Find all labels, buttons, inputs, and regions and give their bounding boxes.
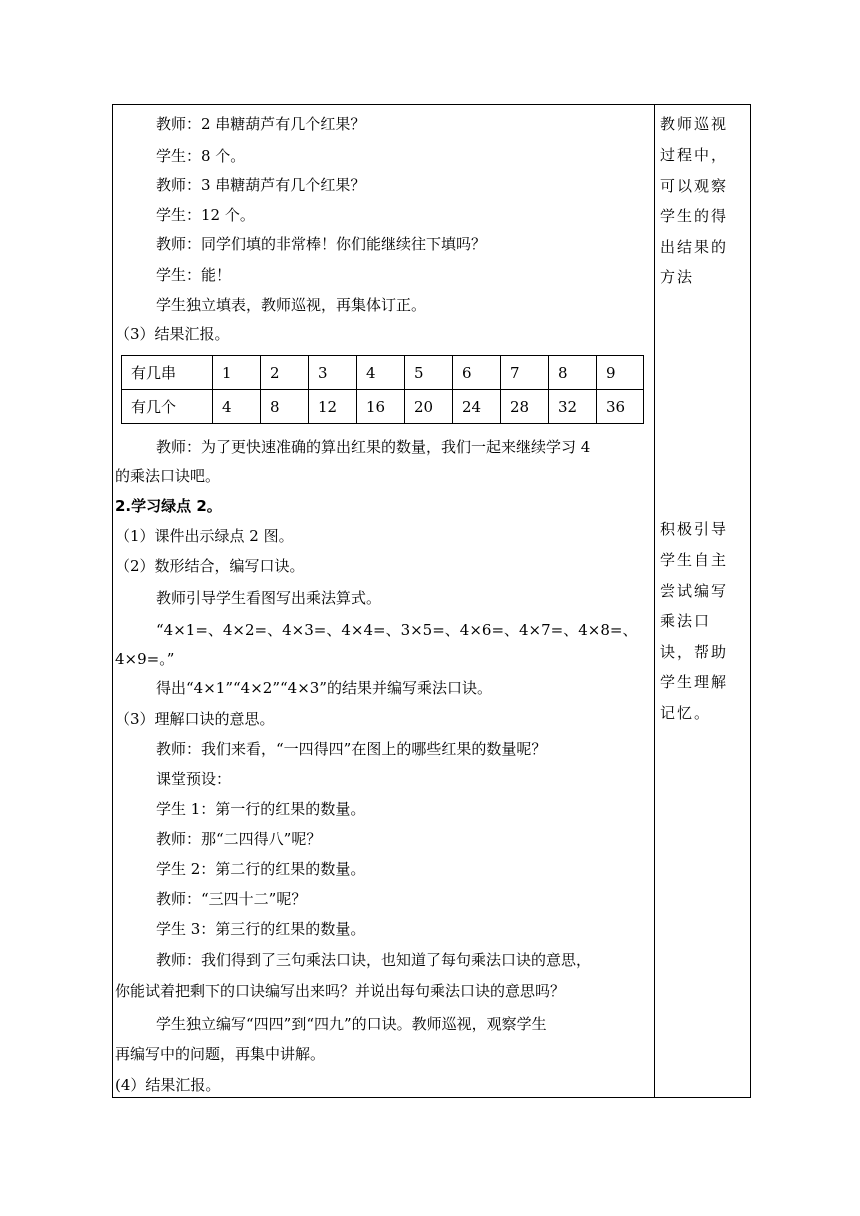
table-cell: 20 xyxy=(405,390,453,424)
table-cell: 4 xyxy=(357,356,405,390)
side-note-line: 学生理解 xyxy=(660,673,729,691)
dialogue-line: 课堂预设： xyxy=(156,770,232,788)
side-note-line: 过程中， xyxy=(660,146,729,164)
dialogue-line: 教师：3 串糖葫芦有几个红果？ xyxy=(156,176,366,194)
dialogue-line: 教师：为了更快速准确的算出红果的数量，我们一起来继续学习 4 xyxy=(156,438,591,456)
side-note-line: 可以观察 xyxy=(660,177,729,195)
table-row xyxy=(122,356,644,390)
table-cell: 2 xyxy=(261,356,309,390)
table-row-header: 有几串 xyxy=(122,356,213,390)
column-divider xyxy=(654,104,655,1098)
dialogue-line: 的乘法口诀吧。 xyxy=(115,467,221,485)
table-cell: 24 xyxy=(453,390,501,424)
table-cell: 3 xyxy=(309,356,357,390)
side-note-line: 教师巡视 xyxy=(660,115,729,133)
table-cell: 36 xyxy=(597,390,644,424)
table-cell: 8 xyxy=(261,390,309,424)
section-step: (4）结果汇报。 xyxy=(115,1076,221,1094)
table-cell: 7 xyxy=(501,356,549,390)
table-cell: 12 xyxy=(309,390,357,424)
section-step: （1）课件出示绿点 2 图。 xyxy=(115,527,294,545)
side-note-line: 学生自主 xyxy=(660,551,729,569)
table-cell: 8 xyxy=(549,356,597,390)
side-note-line: 方法 xyxy=(660,268,695,286)
side-note-line: 出结果的 xyxy=(660,238,729,256)
side-note-line: 积极引导 xyxy=(660,520,729,538)
dialogue-line: 教师：那“二四得八”呢？ xyxy=(156,830,322,848)
dialogue-line: 教师：我们来看，“一四得四”在图上的哪些红果的数量呢？ xyxy=(156,740,547,758)
section-step: （3）理解口诀的意思。 xyxy=(115,710,275,728)
dialogue-line: 教师：2 串糖葫芦有几个红果？ xyxy=(156,115,366,133)
dialogue-line: 学生：12 个。 xyxy=(156,206,255,224)
side-note-line: 诀，帮助 xyxy=(660,643,729,661)
table-row-header: 有几个 xyxy=(122,390,213,424)
dialogue-line: 教师：同学们填的非常棒！你们能继续往下填吗？ xyxy=(156,235,487,253)
formula-line: 4×9=。” xyxy=(115,650,175,668)
dialogue-line: 学生 1：第一行的红果的数量。 xyxy=(156,800,366,818)
dialogue-line: 得出“4×1”“4×2”“4×3”的结果并编写乘法口诀。 xyxy=(156,679,492,697)
dialogue-line: 教师：我们得到了三句乘法口诀，也知道了每句乘法口诀的意思， xyxy=(156,951,592,969)
section-step: （3）结果汇报。 xyxy=(115,325,230,343)
side-note-line: 学生的得 xyxy=(660,207,729,225)
table-cell: 9 xyxy=(597,356,644,390)
dialogue-line: 学生：能！ xyxy=(156,266,232,284)
dialogue-line: 再编写中的问题，再集中讲解。 xyxy=(115,1045,326,1063)
section-heading: 2.学习绿点 2。 xyxy=(115,497,222,515)
table-cell: 16 xyxy=(357,390,405,424)
dialogue-line: 学生 3：第三行的红果的数量。 xyxy=(156,920,366,938)
table-cell: 1 xyxy=(213,356,261,390)
side-note-line: 记忆。 xyxy=(660,704,712,722)
dialogue-line: 学生 2：第二行的红果的数量。 xyxy=(156,860,366,878)
dialogue-line: 学生独立填表，教师巡视，再集体订正。 xyxy=(156,296,427,314)
table-cell: 4 xyxy=(213,390,261,424)
side-note-line: 尝试编写 xyxy=(660,582,729,600)
result-table xyxy=(121,355,644,424)
dialogue-line: 你能试着把剩下的口诀编写出来吗？并说出每句乘法口诀的意思吗？ xyxy=(115,982,566,1000)
table-cell: 32 xyxy=(549,390,597,424)
section-step: （2）数形结合，编写口诀。 xyxy=(115,557,305,575)
table-cell: 5 xyxy=(405,356,453,390)
dialogue-line: 教师引导学生看图写出乘法算式。 xyxy=(156,589,382,607)
table-cell: 28 xyxy=(501,390,549,424)
dialogue-line: 学生：8 个。 xyxy=(156,147,246,165)
dialogue-line: 教师：“三四十二”呢？ xyxy=(156,890,307,908)
table-row xyxy=(122,390,644,424)
side-note-line: 乘法口 xyxy=(660,612,712,630)
formula-line: “4×1=、4×2=、4×3=、4×4=、3×5=、4×6=、4×7=、4×8=、 xyxy=(156,621,638,639)
dialogue-line: 学生独立编写“四四”到“四九”的口诀。教师巡视，观察学生 xyxy=(156,1015,547,1033)
table-cell: 6 xyxy=(453,356,501,390)
